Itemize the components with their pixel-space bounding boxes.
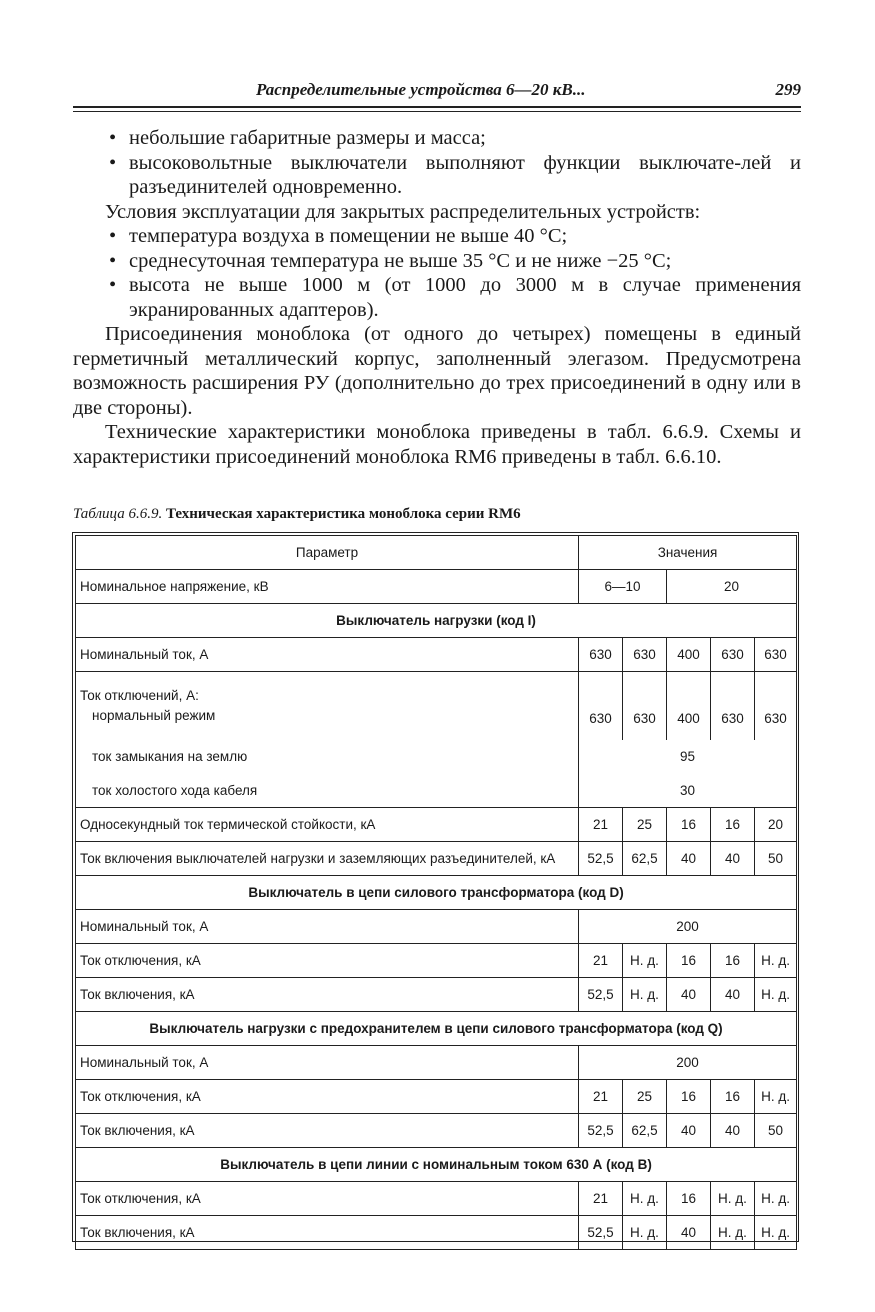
table-caption bbox=[73, 506, 521, 523]
row-label: Номинальный ток, А bbox=[76, 910, 579, 944]
table-row bbox=[76, 1114, 797, 1148]
no-load-label: ток холостого хода кабеля bbox=[92, 782, 258, 798]
breaking-label: Ток отключений, А: bbox=[80, 687, 199, 703]
cell: 630 bbox=[623, 672, 667, 740]
row-label: Номинальное напряжение, кВ bbox=[76, 570, 579, 604]
cell: 40 bbox=[667, 842, 711, 876]
header-param: Параметр bbox=[76, 536, 579, 570]
table-row bbox=[76, 1046, 797, 1080]
body-text bbox=[73, 126, 801, 469]
section-title: Выключатель в цепи силового трансформатора (код D) bbox=[76, 876, 797, 910]
table-header-row bbox=[76, 536, 797, 570]
cell: 40 bbox=[667, 978, 711, 1012]
cell: 630 bbox=[711, 672, 755, 740]
cell: 200 bbox=[579, 1046, 797, 1080]
cell: 40 bbox=[711, 842, 755, 876]
cell: 16 bbox=[667, 944, 711, 978]
cell: Н. д. bbox=[711, 1182, 755, 1216]
cell: 200 bbox=[579, 910, 797, 944]
table-row bbox=[76, 944, 797, 978]
section-row bbox=[76, 876, 797, 910]
table-row bbox=[76, 808, 797, 842]
spec-table bbox=[75, 535, 797, 1250]
cell: 20 bbox=[755, 808, 797, 842]
row-label: Односекундный ток термической стойкости, кА bbox=[76, 808, 579, 842]
cell: 25 bbox=[623, 1080, 667, 1114]
bullet-item: • температура воздуха в помещении не выше 40 °С; bbox=[73, 224, 801, 249]
running-head bbox=[73, 80, 801, 106]
header-rule bbox=[73, 106, 801, 108]
cell: Н. д. bbox=[623, 944, 667, 978]
row-label: Ток включения, кА bbox=[76, 1216, 579, 1250]
section-row bbox=[76, 1148, 797, 1182]
header-rule-thin bbox=[73, 111, 801, 112]
cell: Н. д. bbox=[755, 944, 797, 978]
section-row bbox=[76, 1012, 797, 1046]
cell: 52,5 bbox=[579, 1114, 623, 1148]
bullet-item: • небольшие габаритные размеры и масса; bbox=[73, 126, 801, 151]
table-row bbox=[76, 1182, 797, 1216]
bullet-item: • высоковольтные выключатели выполняют функции выключате-лей и разъединителей одновременно. bbox=[73, 151, 801, 200]
paragraph: Технические характеристики моноблока приведены в табл. 6.6.9. Схемы и характеристики присоединений моноблока RM6 приведены в табл. 6.6.10. bbox=[73, 421, 801, 468]
cell: 630 bbox=[755, 672, 797, 740]
normal-mode-label: нормальный режим bbox=[92, 707, 216, 723]
row-label: Ток включения, кА bbox=[76, 1114, 579, 1148]
cell: 16 bbox=[711, 808, 755, 842]
cell: 630 bbox=[623, 638, 667, 672]
cell: 16 bbox=[711, 944, 755, 978]
cell: 40 bbox=[711, 978, 755, 1012]
bullet-list-features bbox=[73, 126, 801, 200]
cell: 630 bbox=[579, 638, 623, 672]
section-title: Выключатель нагрузки с предохранителем в цепи силового трансформатора (код Q) bbox=[76, 1012, 797, 1046]
cell: 21 bbox=[579, 1080, 623, 1114]
table-caption-title: Техническая характеристика моноблока серии RM6 bbox=[165, 506, 521, 522]
page-number: 299 bbox=[775, 80, 801, 99]
row-label: Ток отключения, кА bbox=[76, 944, 579, 978]
row-label bbox=[76, 672, 579, 740]
cell: 21 bbox=[579, 808, 623, 842]
cell: Н. д. bbox=[755, 1182, 797, 1216]
row-label: Номинальный ток, А bbox=[76, 638, 579, 672]
cell: 52,5 bbox=[579, 842, 623, 876]
row-label bbox=[76, 774, 579, 808]
table-row bbox=[76, 672, 797, 740]
cell: Н. д. bbox=[755, 978, 797, 1012]
section-row bbox=[76, 604, 797, 638]
table-row bbox=[76, 910, 797, 944]
table-row bbox=[76, 1080, 797, 1114]
cell: 6—10 bbox=[579, 570, 667, 604]
cell: 40 bbox=[667, 1114, 711, 1148]
table-row bbox=[76, 842, 797, 876]
cell: 52,5 bbox=[579, 978, 623, 1012]
bullet-item: • высота не выше 1000 м (от 1000 до 3000 м в случае применения экранированных адаптеров). bbox=[73, 273, 801, 322]
cell: Н. д. bbox=[623, 1182, 667, 1216]
cell: 630 bbox=[755, 638, 797, 672]
bullet-list-conditions bbox=[73, 224, 801, 322]
cell: 21 bbox=[579, 1182, 623, 1216]
cell: 16 bbox=[667, 1080, 711, 1114]
cell: 30 bbox=[579, 774, 797, 808]
table-row bbox=[76, 638, 797, 672]
header-values: Значения bbox=[579, 536, 797, 570]
table-row bbox=[76, 774, 797, 808]
cell: 62,5 bbox=[623, 1114, 667, 1148]
running-head-title: Распределительные устройства 6—20 кВ... bbox=[256, 80, 586, 99]
cell: Н. д. bbox=[755, 1080, 797, 1114]
cell: 400 bbox=[667, 638, 711, 672]
cell: 50 bbox=[755, 1114, 797, 1148]
cell: 20 bbox=[667, 570, 797, 604]
row-label: Ток включения, кА bbox=[76, 978, 579, 1012]
cell: 21 bbox=[579, 944, 623, 978]
table-row bbox=[76, 978, 797, 1012]
row-label: Ток отключения, кА bbox=[76, 1182, 579, 1216]
cell: 52,5 bbox=[579, 1216, 623, 1250]
cell: 16 bbox=[711, 1080, 755, 1114]
table-row bbox=[76, 1216, 797, 1250]
cell: 40 bbox=[667, 1216, 711, 1250]
bullet-item: • среднесуточная температура не выше 35 °С и не ниже −25 °С; bbox=[73, 249, 801, 274]
row-label: Ток включения выключателей нагрузки и заземляющих разъединителей, кА bbox=[76, 842, 579, 876]
cell: 25 bbox=[623, 808, 667, 842]
cell: 62,5 bbox=[623, 842, 667, 876]
cell: 400 bbox=[667, 672, 711, 740]
section-title: Выключатель в цепи линии с номинальным током 630 А (код В) bbox=[76, 1148, 797, 1182]
earth-fault-label: ток замыкания на землю bbox=[92, 749, 248, 764]
cell: Н. д. bbox=[755, 1216, 797, 1250]
section-title: Выключатель нагрузки (код I) bbox=[76, 604, 797, 638]
cell: Н. д. bbox=[623, 1216, 667, 1250]
cell: Н. д. bbox=[623, 978, 667, 1012]
table-row bbox=[76, 740, 797, 774]
conditions-intro: Условия эксплуатации для закрытых распределительных устройств: bbox=[105, 200, 701, 223]
paragraph: Присоединения моноблока (от одного до четырех) помещены в единый герметичный металлический корпус, заполненный элегазом. Предусмотрена возможность расширения РУ (дополнительно до трех присоединений в одну или в две стороны). bbox=[73, 323, 801, 419]
cell: Н. д. bbox=[711, 1216, 755, 1250]
cell: 630 bbox=[711, 638, 755, 672]
cell: 40 bbox=[711, 1114, 755, 1148]
cell: 630 bbox=[579, 672, 623, 740]
cell: 16 bbox=[667, 808, 711, 842]
cell: 50 bbox=[755, 842, 797, 876]
cell: 16 bbox=[667, 1182, 711, 1216]
table-row bbox=[76, 570, 797, 604]
spec-table-frame bbox=[72, 532, 799, 1242]
row-label: Ток отключения, кА bbox=[76, 1080, 579, 1114]
row-label: Номинальный ток, А bbox=[76, 1046, 579, 1080]
cell: 95 bbox=[579, 740, 797, 774]
row-label bbox=[76, 740, 579, 774]
table-caption-label: Таблица 6.6.9. bbox=[73, 506, 163, 522]
